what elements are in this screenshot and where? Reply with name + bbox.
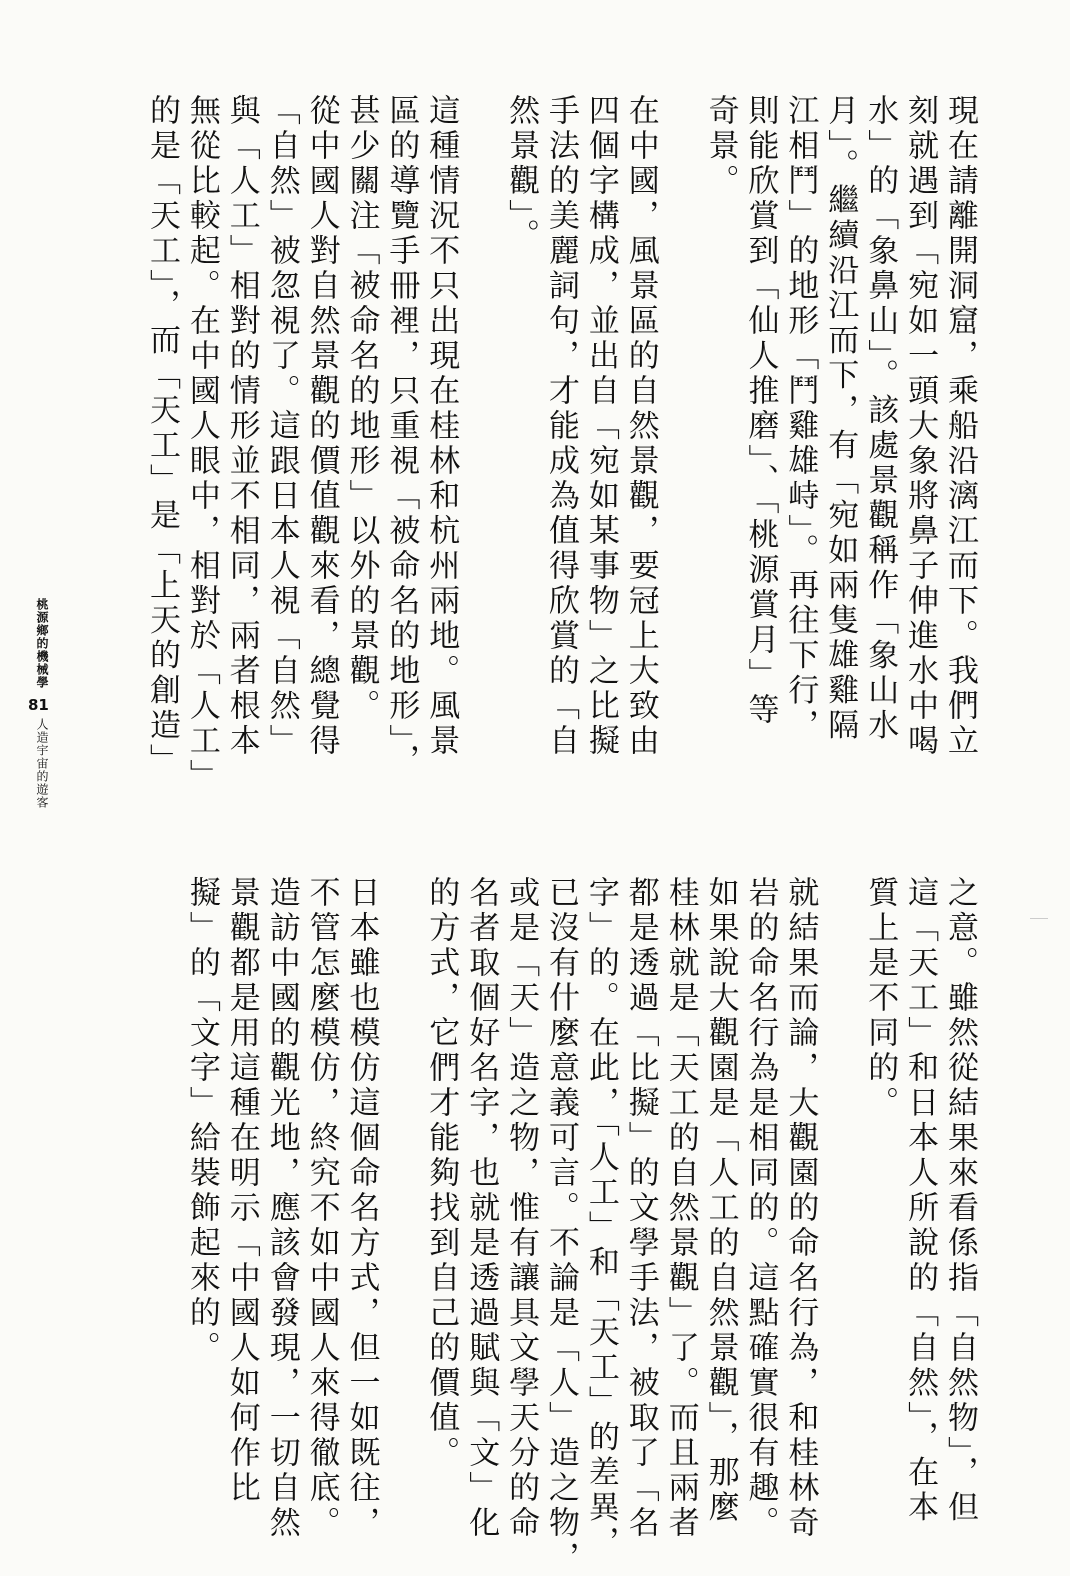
text-column: 與「人工」相對的情形並不相同，兩者根本: [223, 94, 260, 759]
text-column: 從中國人對自然景觀的價值觀來看，總覺得: [303, 94, 340, 759]
text-column: 月」。繼續沿江而下，有「宛如兩隻雄雞隔: [822, 94, 859, 744]
text-column: 則能欣賞到「仙人推磨」、「桃源賞月」等: [742, 94, 779, 728]
text-column: 桂林就是「天工的自然景觀」了。而且兩者: [662, 876, 699, 1541]
text-column: 如果說大觀園是「人工的自然景觀」，那麼: [702, 876, 739, 1526]
text-column: 日本雖也模仿這個命名方式，但一如既往，: [343, 876, 380, 1541]
text-column: 不管怎麼模仿，終究不如中國人來得徹底。: [303, 876, 340, 1541]
text-column: 這種情況不只出現在桂林和杭州兩地。風景: [423, 94, 460, 759]
text-column: 在中國，風景區的自然景觀，要冠上大致由: [622, 94, 659, 759]
text-column: 的是「天工」，而「天工」是「上天的創造」: [144, 94, 180, 779]
text-column: 刻就遇到「宛如一頭大象將鼻子伸進水中喝: [902, 94, 939, 759]
text-column: 然景觀」。: [503, 94, 540, 254]
page-footer-sidebar: [28, 590, 68, 850]
text-column: 這「天工」和日本人所說的「自然」，在本: [902, 876, 939, 1526]
scan-mark: [1030, 918, 1048, 919]
text-column: 的方式，它們才能夠找到自己的價值。: [423, 876, 460, 1471]
text-column: 區的導覽手冊裡，只重視「被命名的地形」，: [383, 94, 420, 779]
text-column: 都是透過「比擬」的文學手法，被取了「名: [622, 876, 659, 1541]
text-column: 或是「天」造之物，惟有讓具文學天分的命: [503, 876, 540, 1541]
book-title: 桃源鄉的機械學: [35, 598, 49, 689]
text-column: 奇景。: [702, 94, 739, 199]
text-column: 岩的命名行為是相同的。這點確實很有趣。: [742, 876, 779, 1541]
text-column: 造訪中國的觀光地，應該會發現，一切自然: [263, 876, 300, 1541]
text-column: 就結果而論，大觀園的命名行為，和桂林奇: [782, 876, 819, 1541]
text-column: 擬」的「文字」給裝飾起來的。: [183, 876, 220, 1366]
text-column: 景觀都是用這種在明示「中國人如何作比: [223, 876, 260, 1506]
text-column: 現在請離開洞窟，乘船沿漓江而下。我們立: [942, 94, 978, 759]
text-column: 「自然」被忽視了。這跟日本人視「自然」: [263, 94, 300, 759]
text-column: 甚少關注「被命名的地形」以外的景觀。: [343, 94, 380, 724]
page-number: 81: [28, 696, 49, 714]
text-column: 質上是不同的。: [862, 876, 899, 1121]
text-column: 手法的美麗詞句，才能成為值得欣賞的「自: [543, 94, 579, 759]
text-column: 無從比較起。在中國人眼中，相對於「人工」: [183, 94, 220, 794]
text-column: 江相鬥」的地形「鬥雞雄峙」。再往下行，: [782, 94, 819, 744]
text-column: 四個字構成，並出自「宛如某事物」之比擬: [582, 94, 619, 759]
text-column: 水」的「象鼻山」。該處景觀稱作「象山水: [862, 94, 899, 744]
text-column: 字」的。在此，「人工」和「天工」的差異，: [582, 876, 619, 1561]
text-column: 名者取個好名字，也就是透過賦與「文」化: [463, 876, 500, 1541]
text-column: 之意。雖然從結果來看係指「自然物」，但: [942, 876, 978, 1526]
chapter-title: 人造宇宙的遊客: [35, 718, 49, 809]
text-column: 已沒有什麼意義可言。不論是「人」造之物，: [543, 876, 579, 1576]
